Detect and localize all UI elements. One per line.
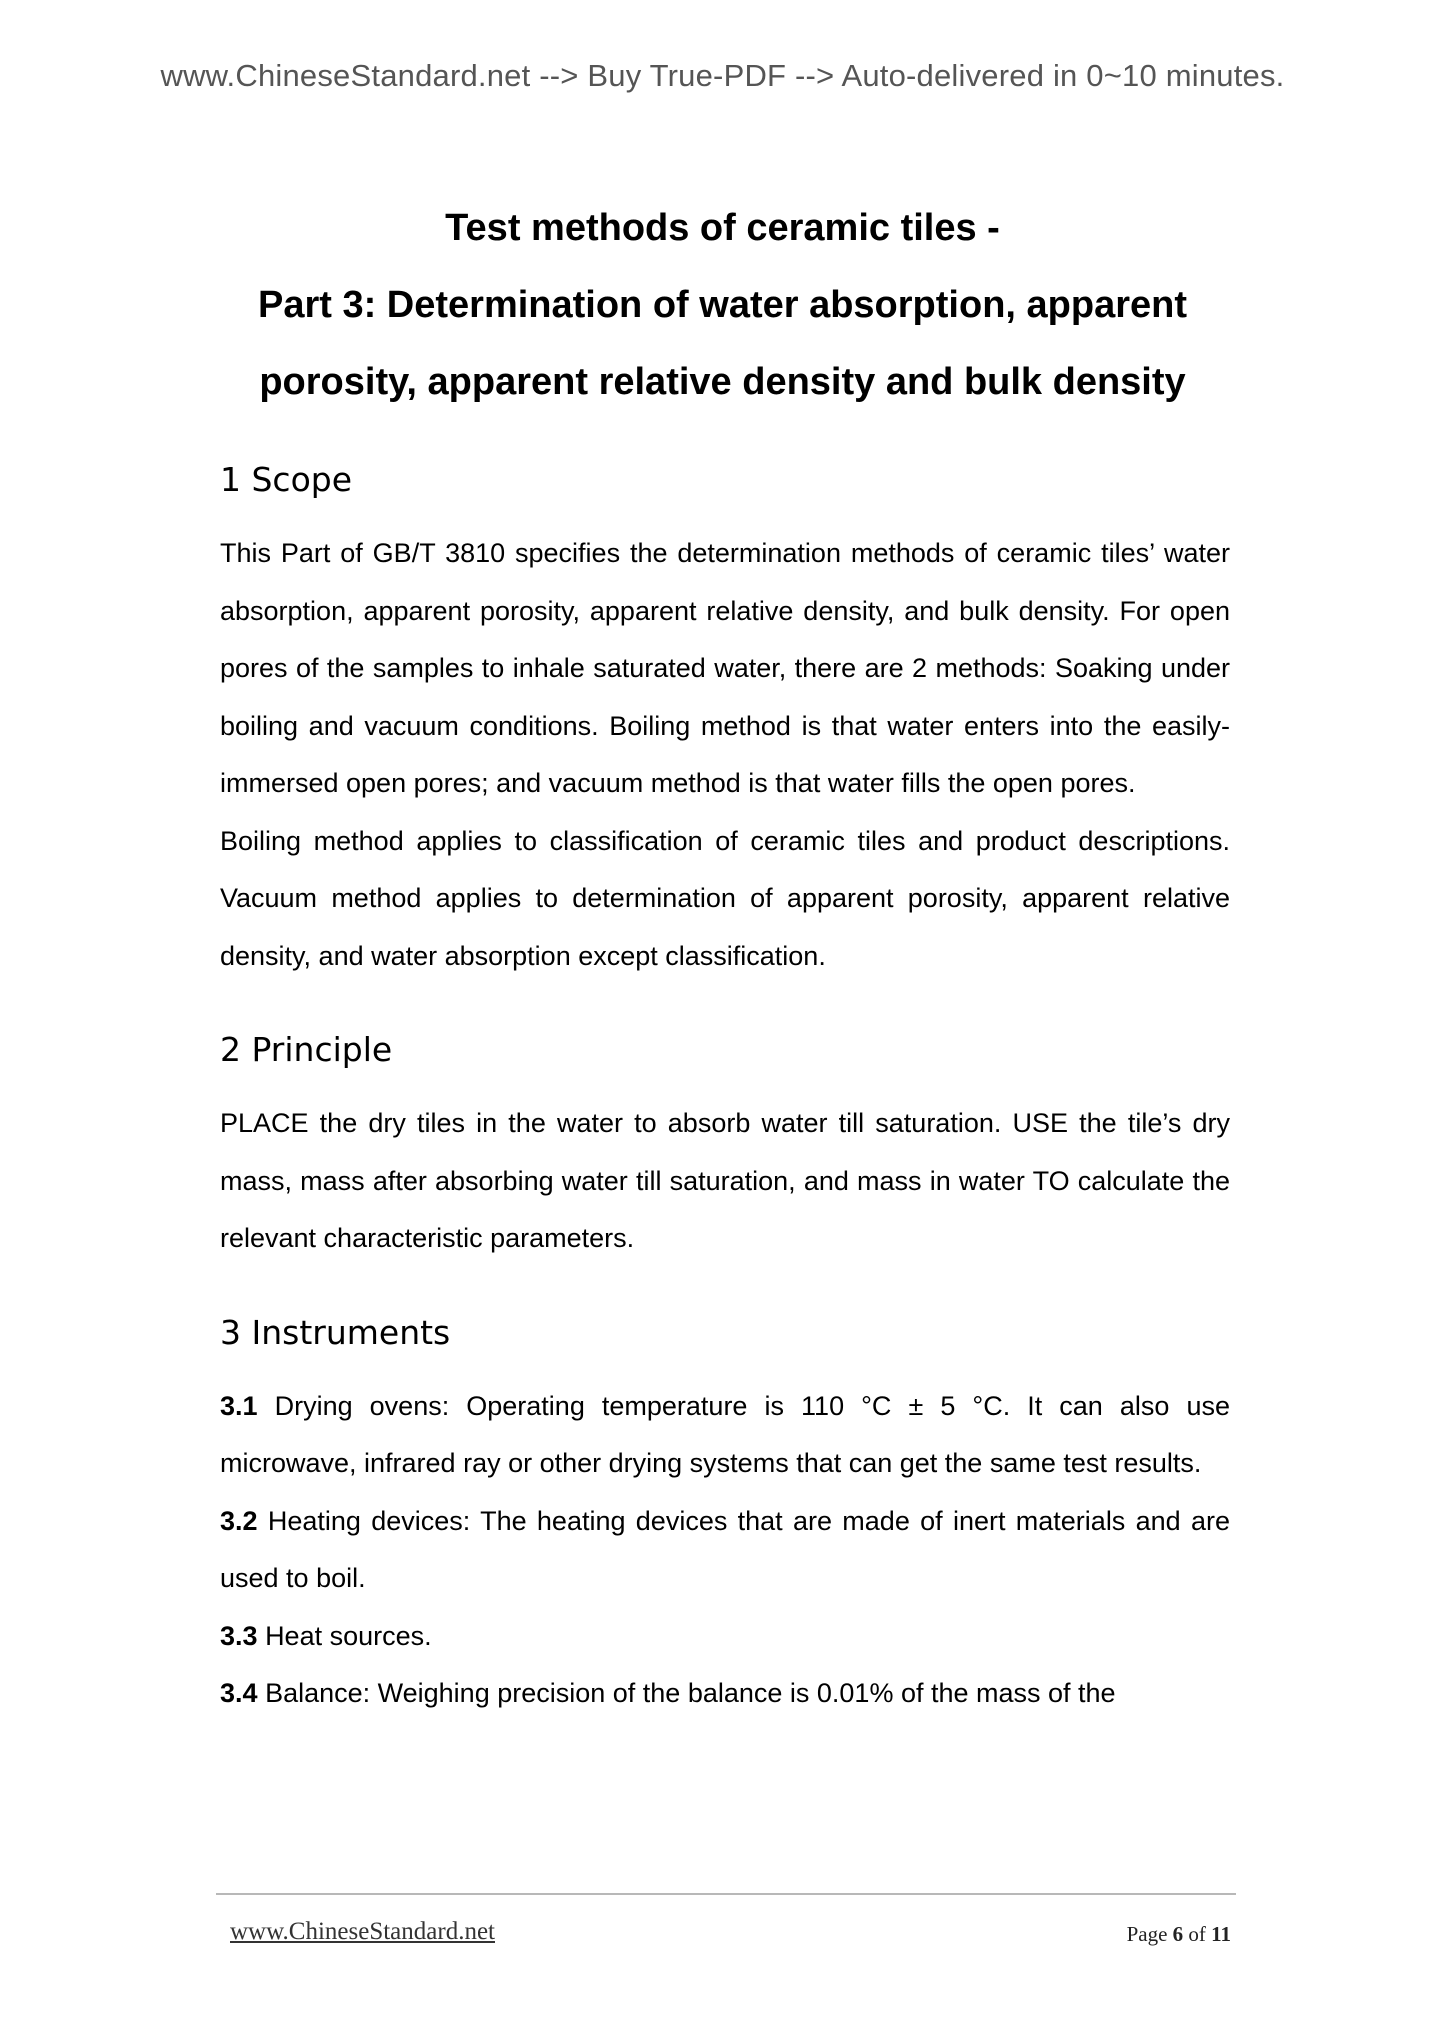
instrument-item-number: 3.4 — [220, 1678, 258, 1708]
scope-paragraph-1: This Part of GB/T 3810 specifies the determination methods of ceramic tiles’ water absorption, apparent porosity, apparent relative density, and bulk density. For open pores of the samples to inhale saturated water, there are 2 methods: Soaking under boiling and vacuum conditions. Boiling method is that water enters into the easily-immersed open pores; and vacuum method is that water fills the open pores. — [220, 538, 1230, 798]
section-heading-instruments: 3 Instruments — [220, 1312, 451, 1352]
footer-divider — [216, 1893, 1236, 1895]
section-heading-principle: 2 Principle — [220, 1030, 393, 1069]
document-title — [0, 190, 1445, 421]
instrument-item-number: 3.3 — [220, 1620, 258, 1651]
scope-paragraph-2: Boiling method applies to classification of ceramic tiles and product descriptions. Vacuum method applies to determination of apparent porosity, apparent relative density, and water absorption except classification. — [220, 825, 1230, 971]
instrument-item-text: Heat sources. — [265, 1620, 432, 1651]
footer-website-link[interactable]: www.ChineseStandard.net — [230, 1918, 495, 1945]
page-current: 6 — [1172, 1922, 1184, 1946]
instrument-item-number: 3.1 — [220, 1390, 258, 1421]
instrument-item — [220, 1378, 1230, 1493]
section-principle — [220, 1025, 1230, 1268]
instrument-item-text: Heating devices: The heating devices that are made of inert materials and are used to boil. — [220, 1505, 1230, 1593]
title-line-3: porosity, apparent relative density and bulk density — [259, 361, 1186, 403]
section-heading-scope: 1 Scope — [220, 460, 353, 499]
top-banner[interactable]: www.ChineseStandard.net --> Buy True-PDF --> Auto-delivered in 0~10 minutes. — [160, 58, 1285, 93]
section-instruments — [220, 1308, 1230, 1723]
instrument-item-text: Drying ovens: Operating temperature is 110 °C ± 5 °C. It can also use microwave, infrared ray or other drying systems that can get the same test results. — [220, 1390, 1230, 1478]
section-scope — [220, 455, 1230, 985]
instrument-item-text: Balance: Weighing precision of the balance is 0.01% of the mass of the — [265, 1678, 1116, 1708]
title-line-2: Part 3: Determination of water absorption, apparent — [257, 284, 1188, 326]
instrument-item-number: 3.2 — [220, 1505, 258, 1536]
page-of: of — [1188, 1922, 1206, 1946]
principle-paragraph: PLACE the dry tiles in the water to absorb water till saturation. USE the tile’s dry mass, mass after absorbing water till saturation, and mass in water TO calculate the relevant characteristic parameters. — [220, 1108, 1230, 1253]
page-number — [1127, 1922, 1231, 1947]
document-body — [220, 455, 1230, 1763]
title-line-1: Test methods of ceramic tiles - — [445, 207, 1000, 249]
instrument-item — [220, 1665, 1230, 1723]
instrument-item — [220, 1608, 1230, 1666]
page-total: 11 — [1211, 1922, 1231, 1946]
page-word: Page — [1126, 1922, 1168, 1946]
instrument-item — [220, 1493, 1230, 1608]
